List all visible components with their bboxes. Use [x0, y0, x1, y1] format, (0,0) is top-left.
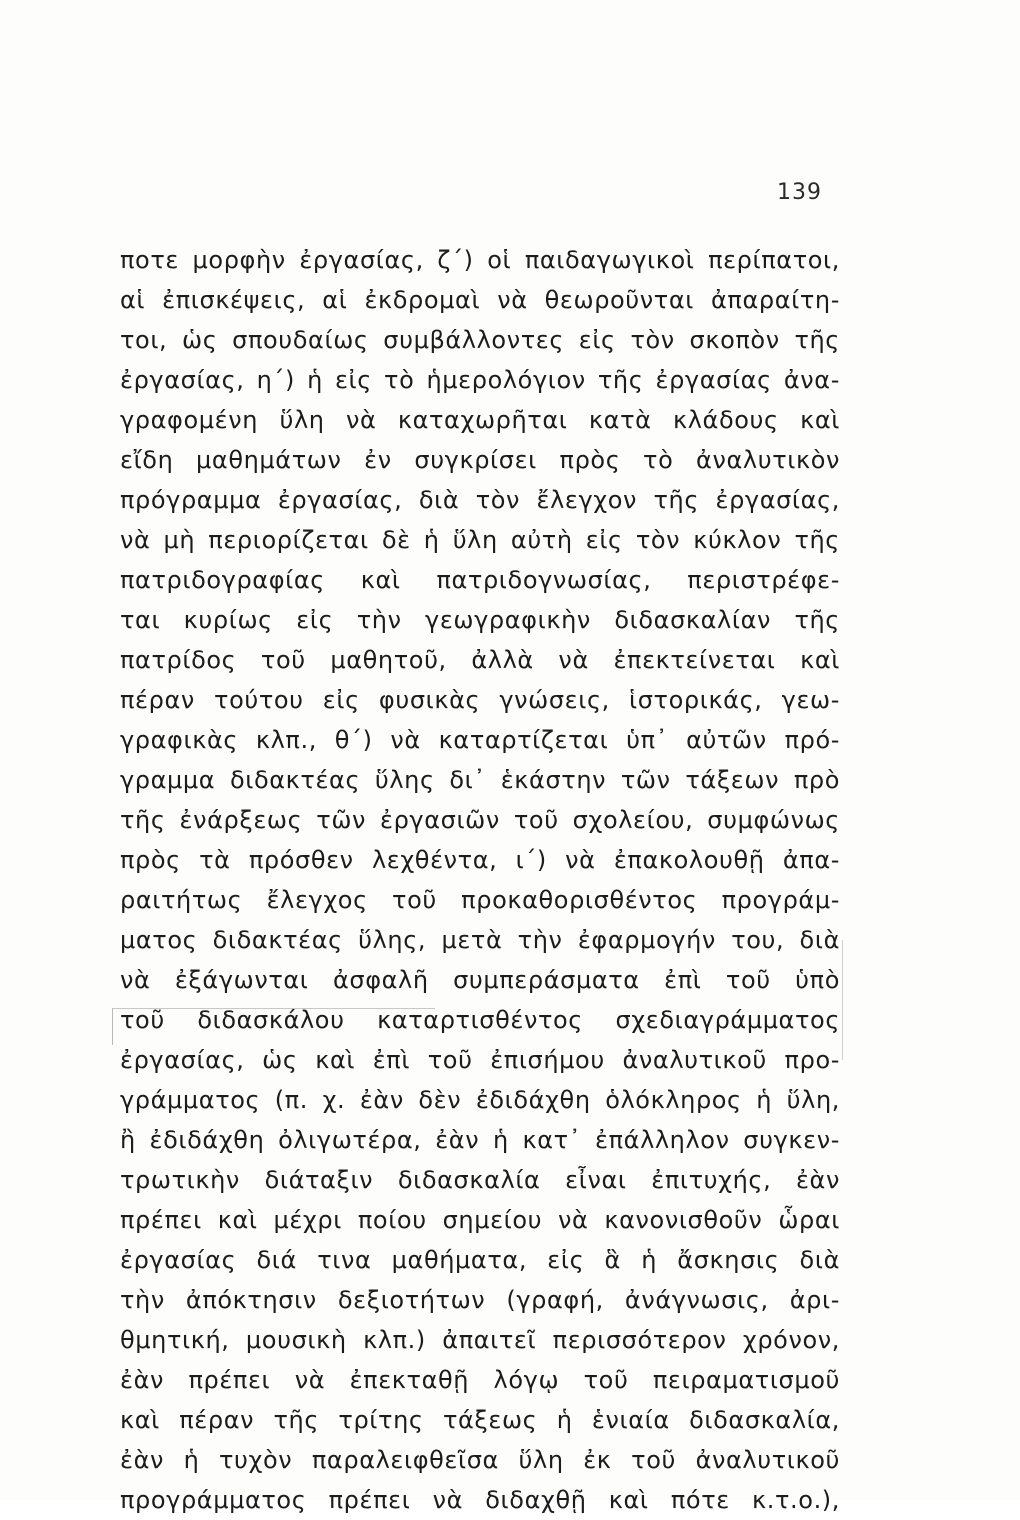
- text-line: ται κυρίως εἰς τὴν γεωγραφικὴν διδασκαλίαν τῆς: [120, 606, 840, 634]
- page-number: 139: [777, 180, 822, 205]
- text-line: τοι, ὡς σπουδαίως συμβάλλοντες εἰς τὸν σκοπὸν τῆς: [120, 326, 840, 354]
- text-line: εἴδη μαθημάτων ἐν συγκρίσει πρὸς τὸ ἀναλυτικὸν: [120, 446, 840, 474]
- text-line: τοῦ διδασκάλου καταρτισθέντος σχεδιαγράμματος: [120, 1006, 840, 1034]
- text-line: πρὸς τὰ πρόσθεν λεχθέντα, ι΄) νὰ ἐπακολουθῇ ἀπα-: [120, 846, 840, 874]
- text-line: γραφομένη ὕλη νὰ καταχωρῆται κατὰ κλάδους καὶ: [120, 406, 840, 434]
- text-line: πατριδογραφίας καὶ πατριδογνωσίας, περιστρέφε-: [120, 566, 840, 594]
- text-line: γράμματος (π. χ. ἐὰν δὲν ἐδιδάχθη ὁλόκληρος ἡ ὕλη,: [120, 1086, 840, 1114]
- text-line: θμητική, μουσικὴ κλπ.) ἀπαιτεῖ περισσότερον χρόνον,: [120, 1326, 840, 1354]
- text-line: καὶ πέραν τῆς τρίτης τάξεως ἡ ἑνιαία διδασκαλία,: [120, 1406, 840, 1434]
- text-line: πρέπει καὶ μέχρι ποίου σημείου νὰ κανονισθοῦν ὧραι: [120, 1206, 840, 1234]
- text-line: ματος διδακτέας ὕλης, μετὰ τὴν ἐφαρμογήν του, διὰ: [120, 926, 840, 954]
- text-line: ποτε μορφὴν ἐργασίας, ζ΄) οἱ παιδαγωγικοὶ περίπατοι,: [120, 246, 840, 274]
- text-line: ἐὰν ἡ τυχὸν παραλειφθεῖσα ὕλη ἐκ τοῦ ἀναλυτικοῦ: [120, 1446, 840, 1474]
- text-line: ἐὰν πρέπει νὰ ἐπεκταθῇ λόγῳ τοῦ πειραματισμοῦ: [120, 1366, 840, 1394]
- text-line: τρωτικὴν διάταξιν διδασκαλία εἶναι ἐπιτυχής, ἐὰν: [120, 1166, 840, 1194]
- text-line: ἐργασίας, ὡς καὶ ἐπὶ τοῦ ἐπισήμου ἀναλυτικοῦ προ-: [120, 1046, 840, 1074]
- text-line: πέραν τούτου εἰς φυσικὰς γνώσεις, ἱστορικάς, γεω-: [120, 686, 840, 714]
- text-line: ἐργασίας διά τινα μαθήματα, εἰς ἃ ἡ ἄσκησις διὰ: [120, 1246, 840, 1274]
- text-line: τὴν ἀπόκτησιν δεξιοτήτων (γραφή, ἀνάγνωσις, ἀρι-: [120, 1286, 840, 1314]
- text-line: αἱ ἐπισκέψεις, αἱ ἐκδρομαὶ νὰ θεωροῦνται ἀπαραίτη-: [120, 286, 840, 314]
- body-text: [120, 240, 840, 1520]
- text-line: προγράμματος πρέπει νὰ διδαχθῇ καὶ πότε κ.τ.ο.),: [120, 1486, 840, 1514]
- text-line: νὰ μὴ περιορίζεται δὲ ἡ ὕλη αὐτὴ εἰς τὸν κύκλον τῆς: [120, 526, 840, 554]
- text-line: ραιτήτως ἔλεγχος τοῦ προκαθορισθέντος προγράμ-: [120, 886, 840, 914]
- text-line: ἢ ἐδιδάχθη ὀλιγωτέρα, ἐὰν ἡ κατ᾽ ἐπάλληλον συγκεν-: [120, 1126, 840, 1154]
- margin-pencil-line: [842, 940, 843, 1060]
- text-line: τῆς ἐνάρξεως τῶν ἐργασιῶν τοῦ σχολείου, συμφώνως: [120, 806, 840, 834]
- text-line: γραφικὰς κλπ., θ΄) νὰ καταρτίζεται ὑπ᾽ αὐτῶν πρό-: [120, 726, 840, 754]
- text-line: πρόγραμμα ἐργασίας, διὰ τὸν ἔλεγχον τῆς ἐργασίας,: [120, 486, 840, 514]
- text-line: πατρίδος τοῦ μαθητοῦ, ἀλλὰ νὰ ἐπεκτείνεται καὶ: [120, 646, 840, 674]
- text-line: γραμμα διδακτέας ὕλης δι᾽ ἑκάστην τῶν τάξεων πρὸ: [120, 766, 840, 794]
- text-line: ἐργασίας, η΄) ἡ εἰς τὸ ἡμερολόγιον τῆς ἐργασίας ἀνα-: [120, 366, 840, 394]
- text-line: νὰ ἐξάγωνται ἀσφαλῆ συμπεράσματα ἐπὶ τοῦ ὑπὸ: [120, 966, 840, 994]
